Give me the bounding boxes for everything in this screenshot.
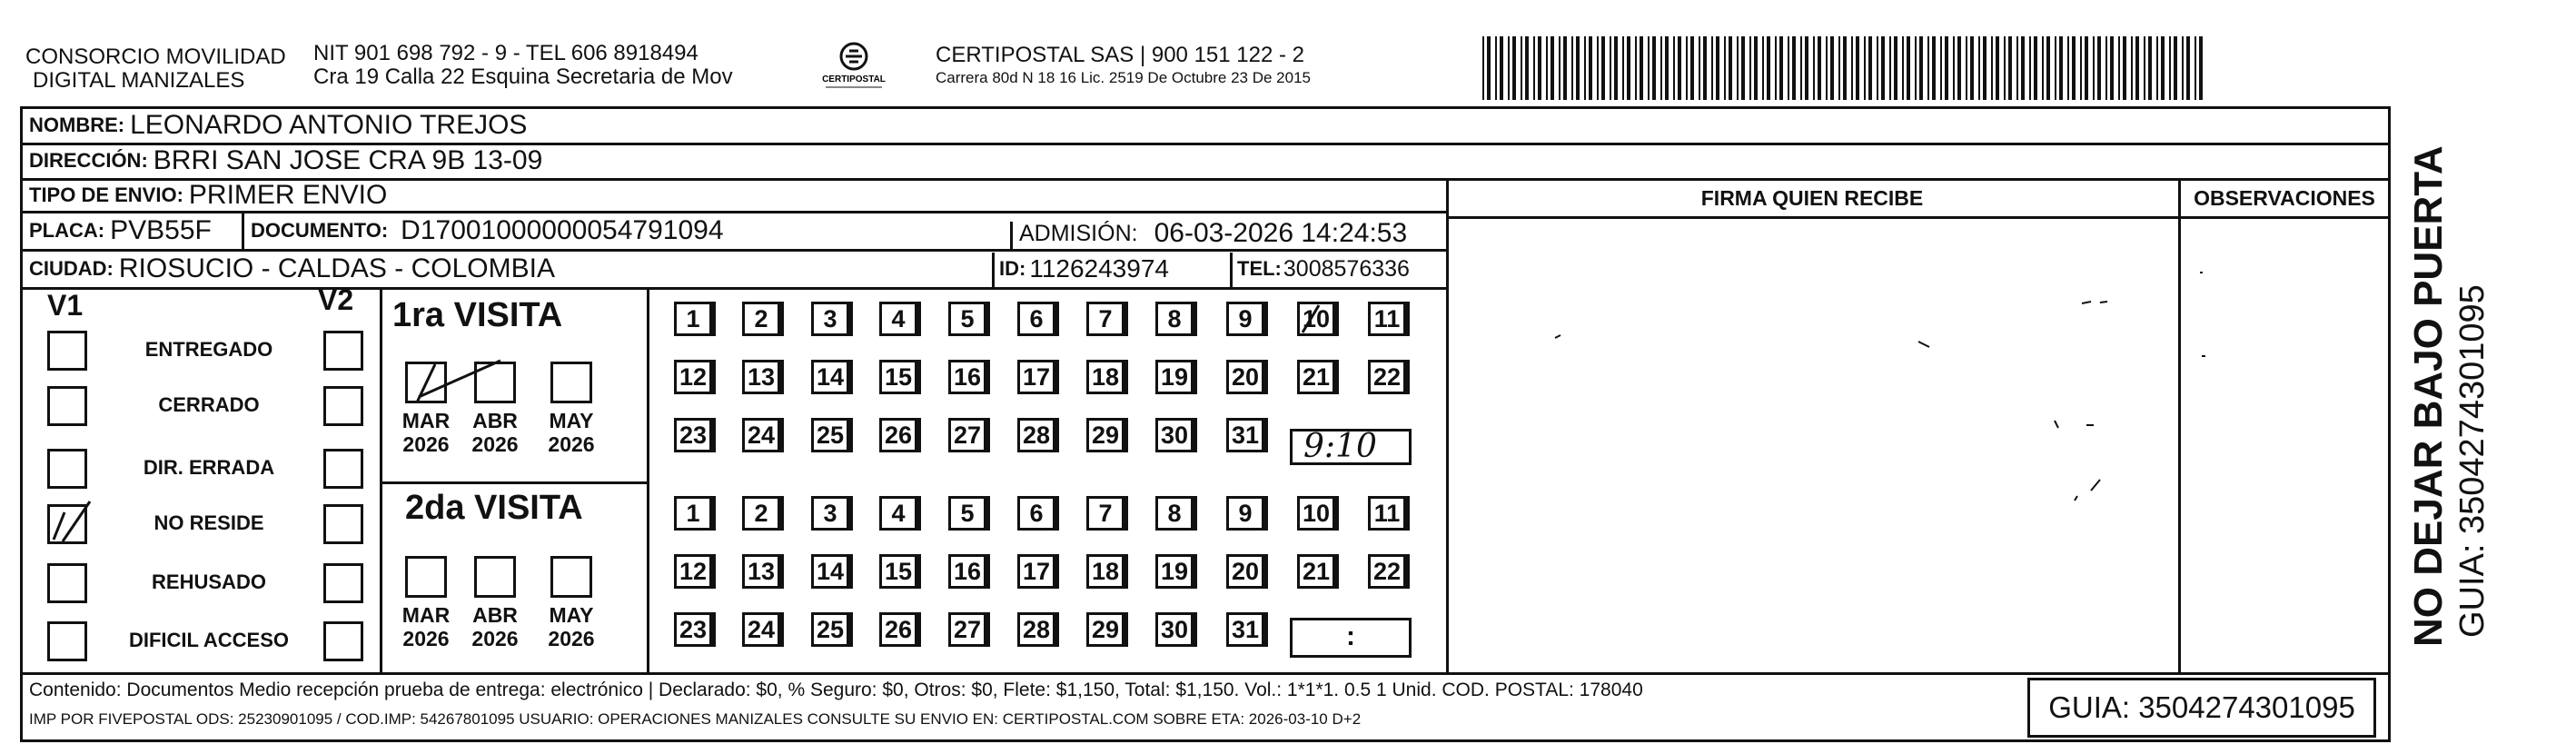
placa-value: PVB55F xyxy=(110,215,212,245)
day-box[interactable]: 16 xyxy=(948,360,986,394)
v2-checkbox[interactable] xyxy=(323,563,363,603)
v1-checkbox[interactable] xyxy=(47,563,87,603)
first-visit-time-box[interactable] xyxy=(1290,429,1412,465)
day-box[interactable]: 17 xyxy=(1017,554,1055,589)
v2-checkbox[interactable] xyxy=(323,449,363,489)
footer-guia: GUIA: 3504274301095 xyxy=(2048,690,2355,724)
direccion-row xyxy=(29,144,542,178)
day-box[interactable]: 19 xyxy=(1155,360,1194,394)
day-box[interactable]: 23 xyxy=(674,612,712,647)
footer-contenido: Contenido: Documentos Medio recepción prueba de entrega: electrónico | Declarado: $0, % Seguro: $0, Otros: $0, Flete: $1,150, Total: $1,150. Vol.: 1*1*1. 0.5 1 Unid. COD. POSTAL: 178040 xyxy=(29,680,1643,700)
month-name: MAY xyxy=(549,409,594,432)
id-label: ID: xyxy=(999,257,1026,280)
month-label xyxy=(540,603,603,650)
documento-row xyxy=(251,212,724,250)
month-year: 2026 xyxy=(402,627,450,650)
month-name: ABR xyxy=(472,603,518,627)
ciudad-value: RIOSUCIO - CALDAS - COLOMBIA xyxy=(118,253,555,283)
day-box[interactable]: 16 xyxy=(948,554,986,589)
v2-checkbox[interactable] xyxy=(323,504,363,544)
no-dejar-label: NO DEJAR BAJO PUERTA xyxy=(2406,145,2451,647)
month-checkbox-abr[interactable] xyxy=(474,362,516,403)
placa-label: PLACA: xyxy=(29,219,105,242)
day-box[interactable]: 5 xyxy=(948,496,986,531)
day-box[interactable]: 30 xyxy=(1155,612,1194,647)
company-name xyxy=(25,45,286,93)
day-box[interactable]: 31 xyxy=(1226,612,1264,647)
day-box[interactable]: 26 xyxy=(879,418,917,452)
company-name-line-1: CONSORCIO MOVILIDAD xyxy=(25,45,286,69)
day-box[interactable]: 1 xyxy=(674,302,712,336)
day-box[interactable]: 5 xyxy=(948,302,986,336)
tipo-envio-row xyxy=(29,179,387,212)
status-label: REHUSADO xyxy=(152,570,266,593)
day-box[interactable]: 21 xyxy=(1297,554,1335,589)
month-name: MAR xyxy=(401,409,451,432)
tipo-envio-label: TIPO DE ENVIO: xyxy=(29,184,183,206)
ciudad-row xyxy=(29,250,555,288)
v1-checkbox[interactable] xyxy=(47,504,87,544)
barcode-icon xyxy=(1482,36,2209,100)
month-checkbox-may[interactable] xyxy=(550,556,592,598)
day-box[interactable]: 3 xyxy=(811,496,849,531)
day-box[interactable]: 4 xyxy=(879,496,917,531)
firma-label: FIRMA QUIEN RECIBE xyxy=(1700,186,1924,210)
day-box[interactable]: 13 xyxy=(742,554,780,589)
courier-name: CERTIPOSTAL SAS | 900 151 122 - 2 xyxy=(936,43,1304,67)
tel-row xyxy=(1237,250,1410,288)
day-box[interactable]: 15 xyxy=(879,360,917,394)
month-label xyxy=(463,409,527,456)
nombre-value: LEONARDO ANTONIO TREJOS xyxy=(130,110,528,140)
nombre-label: NOMBRE: xyxy=(29,114,125,136)
status-label: DIR. ERRADA xyxy=(143,456,275,479)
month-name: ABR xyxy=(472,409,518,432)
check-mark-icon xyxy=(45,494,99,545)
second-visit-time-separator: : xyxy=(1346,621,1355,651)
day-box[interactable]: 24 xyxy=(742,612,780,647)
month-year: 2026 xyxy=(471,627,519,650)
day-box[interactable]: 3 xyxy=(811,302,849,336)
direccion-value: BRRI SAN JOSE CRA 9B 13-09 xyxy=(153,145,543,175)
v1-checkbox[interactable] xyxy=(47,386,87,426)
day-box[interactable]: 11 xyxy=(1368,496,1406,531)
day-box[interactable]: 27 xyxy=(948,418,986,452)
day-box[interactable]: 6 xyxy=(1017,302,1055,336)
status-label: CERRADO xyxy=(158,393,260,416)
direccion-label: DIRECCIÓN: xyxy=(29,149,148,172)
courier-address: Carrera 80d N 18 16 Lic. 2519 De Octubre 23 De 2015 xyxy=(936,69,1311,86)
month-name: MAY xyxy=(549,603,594,627)
status-label: ENTREGADO xyxy=(144,338,273,361)
day-box[interactable]: 9 xyxy=(1226,302,1264,336)
day-box[interactable]: 22 xyxy=(1368,554,1406,589)
day-box[interactable]: 8 xyxy=(1155,496,1194,531)
company-details xyxy=(313,42,733,89)
day-box[interactable]: 11 xyxy=(1368,302,1406,336)
id-row xyxy=(999,250,1169,288)
v2-checkbox[interactable] xyxy=(323,331,363,371)
admision-value: 06-03-2026 14:24:53 xyxy=(1154,218,1408,248)
day-box[interactable]: 29 xyxy=(1086,418,1125,452)
month-label xyxy=(394,409,458,456)
ciudad-label: CIUDAD: xyxy=(29,257,114,280)
day-box[interactable]: 25 xyxy=(811,418,849,452)
day-box[interactable]: 20 xyxy=(1226,360,1264,394)
month-checkbox-abr[interactable] xyxy=(474,556,516,598)
month-year: 2026 xyxy=(548,627,595,650)
first-visit-label: 1ra VISITA xyxy=(392,296,563,334)
day-box[interactable]: 4 xyxy=(879,302,917,336)
month-year: 2026 xyxy=(548,432,595,456)
certipostal-logo xyxy=(813,40,895,93)
day-box[interactable]: 30 xyxy=(1155,418,1194,452)
barcode xyxy=(1482,36,2209,100)
courier-details xyxy=(936,44,1311,89)
month-label xyxy=(463,603,527,650)
day-mark-icon xyxy=(1297,302,1339,342)
documento-label: DOCUMENTO: xyxy=(251,219,389,242)
svg-text:CERTIPOSTAL: CERTIPOSTAL xyxy=(822,74,886,84)
signature-marks xyxy=(1446,216,2391,670)
day-box[interactable]: 14 xyxy=(811,554,849,589)
month-label xyxy=(394,603,458,650)
certipostal-logo-icon xyxy=(813,40,895,93)
day-box[interactable]: 25 xyxy=(811,612,849,647)
side-guia-label: GUIA: 3504274301095 xyxy=(2453,284,2492,638)
tel-label: TEL: xyxy=(1237,257,1282,280)
month-checkbox-mar[interactable] xyxy=(405,362,447,403)
v1-label: V1 xyxy=(47,289,84,322)
day-box[interactable]: 29 xyxy=(1086,612,1125,647)
tipo-envio-value: PRIMER ENVIO xyxy=(188,180,388,210)
day-box[interactable]: 19 xyxy=(1155,554,1194,589)
day-box[interactable]: 6 xyxy=(1017,496,1055,531)
side-text xyxy=(2405,145,2492,647)
day-box[interactable]: 2 xyxy=(742,496,780,531)
day-box[interactable]: 9 xyxy=(1226,496,1264,531)
day-box[interactable]: 27 xyxy=(948,612,986,647)
day-box[interactable]: 12 xyxy=(674,360,712,394)
day-box[interactable]: 14 xyxy=(811,360,849,394)
month-name: MAR xyxy=(401,603,451,627)
month-label xyxy=(540,409,603,456)
admision-label: ADMISIÓN: xyxy=(1019,220,1138,246)
v2-label: V2 xyxy=(318,283,354,316)
second-visit-label: 2da VISITA xyxy=(405,489,583,527)
observaciones-label: OBSERVACIONES xyxy=(2194,186,2375,210)
day-box[interactable]: 23 xyxy=(674,418,712,452)
first-visit-time: 9:10 xyxy=(1303,428,1377,465)
month-year: 2026 xyxy=(402,432,450,456)
day-box[interactable]: 15 xyxy=(879,554,917,589)
v1-checkbox[interactable] xyxy=(47,449,87,489)
company-name-line-2: DIGITAL MANIZALES xyxy=(33,68,245,93)
day-box[interactable]: 28 xyxy=(1017,612,1055,647)
month-year: 2026 xyxy=(471,432,519,456)
footer-imp: IMP POR FIVEPOSTAL ODS: 25230901095 / COD.IMP: 54267801095 USUARIO: OPERACIONES MANIZALES CONSULTE SU ENVIO EN: CERTIPOSTAL.COM SOBRE ETA: 2026-03-10 D+2 xyxy=(29,710,1362,728)
admision-row xyxy=(1019,214,1407,253)
day-box[interactable]: 22 xyxy=(1368,360,1406,394)
day-box[interactable]: 2 xyxy=(742,302,780,336)
nombre-row xyxy=(29,107,527,144)
day-box[interactable]: 7 xyxy=(1086,496,1125,531)
day-box[interactable]: 17 xyxy=(1017,360,1055,394)
v1-checkbox[interactable] xyxy=(47,621,87,661)
day-box[interactable]: 1 xyxy=(674,496,712,531)
day-box[interactable]: 18 xyxy=(1086,554,1125,589)
day-box[interactable]: 26 xyxy=(879,612,917,647)
placa-row xyxy=(29,212,212,250)
v1-checkbox[interactable] xyxy=(47,331,87,371)
documento-value: D17001000000054791094 xyxy=(401,215,724,245)
day-box[interactable]: 21 xyxy=(1297,360,1335,394)
day-box[interactable]: 10 xyxy=(1297,302,1335,336)
day-box[interactable]: 18 xyxy=(1086,360,1125,394)
v2-checkbox[interactable] xyxy=(323,386,363,426)
v2-checkbox[interactable] xyxy=(323,621,363,661)
day-box[interactable]: 31 xyxy=(1226,418,1264,452)
day-box[interactable]: 24 xyxy=(742,418,780,452)
month-checkbox-mar[interactable] xyxy=(405,556,447,598)
month-checkbox-may[interactable] xyxy=(550,362,592,403)
status-label: DIFICIL ACCESO xyxy=(128,629,289,651)
day-box[interactable]: 13 xyxy=(742,360,780,394)
day-box[interactable]: 8 xyxy=(1155,302,1194,336)
id-value: 1126243974 xyxy=(1029,254,1169,283)
status-label: NO RESIDE xyxy=(154,511,264,534)
day-box[interactable]: 7 xyxy=(1086,302,1125,336)
day-box[interactable]: 28 xyxy=(1017,418,1055,452)
day-box[interactable]: 20 xyxy=(1226,554,1264,589)
company-address: Cra 19 Calla 22 Esquina Secretaria de Mov xyxy=(313,64,733,89)
company-nit: NIT 901 698 792 - 9 - TEL 606 8918494 xyxy=(313,41,698,65)
second-visit-time-box[interactable] xyxy=(1290,618,1412,658)
tel-value: 3008576336 xyxy=(1283,255,1410,282)
day-box[interactable]: 10 xyxy=(1297,496,1335,531)
day-box[interactable]: 12 xyxy=(674,554,712,589)
